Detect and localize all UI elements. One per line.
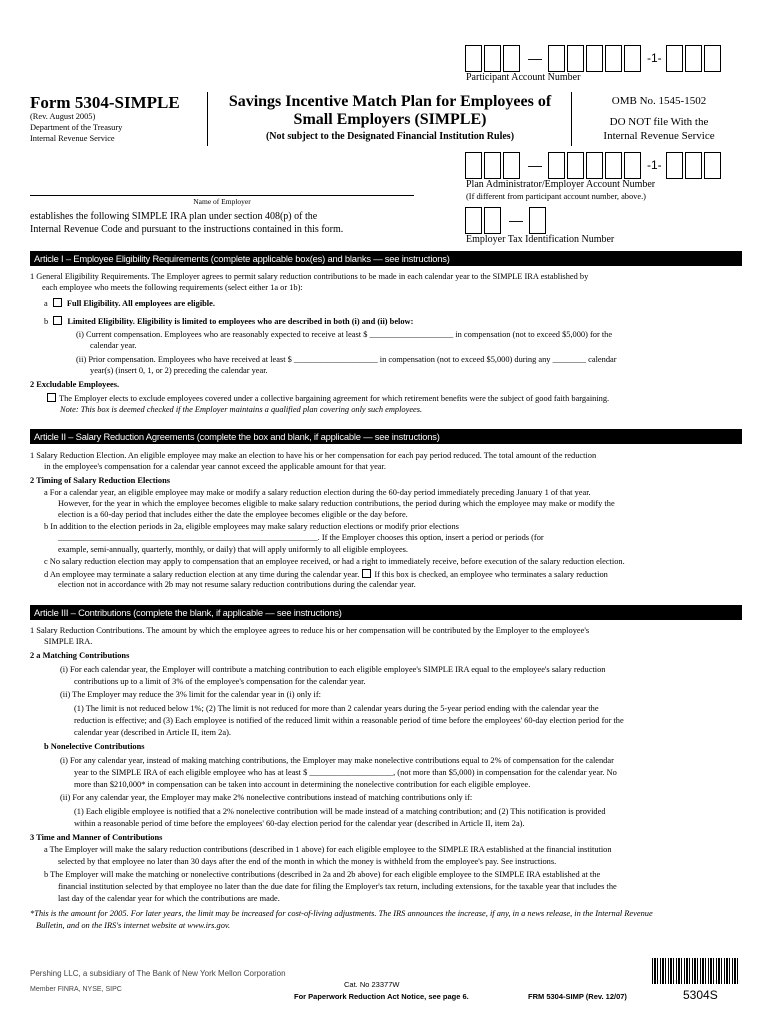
article-3-header: Article III – Contributions (complete the blank, if applicable — see instructions) xyxy=(30,605,742,620)
a3-line: more than $210,000* in compensation can be taken into account in determining the nonelective contribution for each eligible employee. xyxy=(74,780,531,789)
employer-name-label: Name of Employer xyxy=(193,197,251,206)
limited-eligibility-checkbox[interactable] xyxy=(53,316,62,325)
exclude-employees-checkbox[interactable] xyxy=(47,393,56,402)
a2-line: a For a calendar year, an eligible employee may make or modify a salary reduction election during the 60-day period immediately preceding January 1 of that year. xyxy=(44,488,591,497)
char-box[interactable] xyxy=(685,45,702,72)
a1-option-text: Full Eligibility. All employees are eligible. xyxy=(66,299,215,308)
a2-line-d xyxy=(44,569,756,581)
account-suffix: -1- xyxy=(647,158,662,172)
establishes-line-2: Internal Revenue Code and pursuant to the instructions contained in this form. xyxy=(30,224,344,235)
employer-tax-id-field[interactable] xyxy=(465,207,548,234)
a3-line: (1) Each eligible employee is notified that a 2% nonelective contribution will be made instead of a matching contribution; and (2) This notification is provided xyxy=(74,807,606,816)
a2-line: ______________________________________________________________. If the Employer chooses this option, insert a period or periods (for xyxy=(58,533,544,542)
char-box[interactable] xyxy=(567,45,584,72)
plan-admin-label: Plan Administrator/Employer Account Number xyxy=(466,179,656,190)
char-box[interactable] xyxy=(465,207,482,234)
tax-id-label: Employer Tax Identification Number xyxy=(466,234,615,245)
char-box[interactable] xyxy=(624,45,641,72)
a1-excludable-text: The Employer elects to exclude employees covered under a collective bargaining agreement for which retirement benefits were the subject of good faith bargaining. xyxy=(59,394,610,403)
char-box[interactable] xyxy=(605,152,622,179)
participant-account-number-field[interactable] xyxy=(465,45,723,72)
a1-line: year(s) (insert 0, 1, or 2) preceding the calendar year. xyxy=(90,366,268,375)
a2-line: However, for the year in which the employee becomes eligible to make salary reduction contributions, the period during which the employee may make or modify the xyxy=(58,499,615,508)
char-box[interactable] xyxy=(503,45,520,72)
char-box[interactable] xyxy=(567,152,584,179)
char-box[interactable] xyxy=(586,45,603,72)
a3-line: selected by that employee no later than 30 days after the end of the month in which the money is withheld from the employee's pay. See instructions. xyxy=(58,857,557,866)
a3-line: calendar year (described in Article II, item 2a). xyxy=(74,728,231,737)
employer-name-input[interactable] xyxy=(30,190,414,196)
participant-label: Participant Account Number xyxy=(466,72,581,83)
char-box[interactable] xyxy=(704,45,721,72)
account-suffix: -1- xyxy=(647,51,662,65)
a3-line: 3 Time and Manner of Contributions xyxy=(30,833,163,842)
a1-line: each employee who meets the following requirements (select either 1a or 1b): xyxy=(42,283,303,292)
do-not-file-line-1: DO NOT file With the xyxy=(609,116,709,128)
a1-line: (ii) Prior compensation. Employees who have received at least $ ____________________ in compensation (not to exceed $5,000) during any ________ calendar xyxy=(76,355,617,364)
catalog-number: Cat. No 23377W xyxy=(344,980,400,989)
a1-option-1a: a Full Eligibility. All employees are eligible. xyxy=(44,299,215,308)
char-box[interactable] xyxy=(666,152,683,179)
department: Department of the Treasury xyxy=(30,123,123,132)
member-line: Member FINRA, NYSE, SIPC xyxy=(30,986,122,993)
a2-line: election not in accordance with 2b may not resume salary reduction contributions during the calendar year. xyxy=(58,580,416,589)
a1-option-1b: b Limited Eligibility. Eligibility is limited to employees who are described in both (i) and (ii) below: xyxy=(44,317,414,326)
not-subject-note: (Not subject to the Designated Financial Institution Rules) xyxy=(265,131,515,142)
divider xyxy=(207,92,208,146)
a2-line: c No salary reduction election may apply to compensation that an employee received, or had a right to immediately receive, before execution of the salary reduction election. xyxy=(44,557,625,566)
char-box[interactable] xyxy=(503,152,520,179)
a3-line: year to the SIMPLE IRA of each eligible employee who has at least $ ____________________, (not more than $5,000) in compensation for the calendar year. No xyxy=(74,768,617,777)
char-box[interactable] xyxy=(484,45,501,72)
a2-line: election is a 60-day period that includes either the date the employee becomes eligible or the day before. xyxy=(58,510,408,519)
barcode-label: 5304S xyxy=(683,988,718,1002)
a1-line: 2 Excludable Employees. xyxy=(30,380,120,389)
char-box[interactable] xyxy=(484,152,501,179)
plan-admin-account-number-field[interactable] xyxy=(465,152,723,179)
char-box[interactable] xyxy=(704,152,721,179)
char-box[interactable] xyxy=(685,152,702,179)
a2-text: d An employee may terminate a salary reduction election at any time during the calendar year. xyxy=(44,570,360,579)
separator: — xyxy=(509,211,523,228)
article-2-header: Article II – Salary Reduction Agreements (complete the box and blank, if applicable — see instructions) xyxy=(30,429,742,444)
a1-line: calendar year. xyxy=(90,341,137,350)
char-box[interactable] xyxy=(605,45,622,72)
form-title: Form 5304-SIMPLE xyxy=(30,93,180,112)
separator: — xyxy=(528,156,542,173)
a2-text: If this box is checked, an employee who terminates a salary reduction xyxy=(374,570,608,579)
char-box[interactable] xyxy=(484,207,501,234)
a3-line: reduction is effective; and (3) Each employee is notified of the reduced limit within a reasonable period of time before the employees' 60-day election period for the xyxy=(74,716,624,725)
a3-line: (ii) The Employer may reduce the 3% limit for the calendar year in (i) only if: xyxy=(60,690,322,699)
terminate-election-checkbox[interactable] xyxy=(362,569,371,578)
form-revision: (Rev. August 2005) xyxy=(30,112,96,121)
a1-line: (i) Current compensation. Employees who are reasonably expected to receive at least $ ____________________ in compensation (not to exceed $5,000) for the xyxy=(76,330,613,339)
pershing-line: Pershing LLC, a subsidiary of The Bank of New York Mellon Corporation xyxy=(30,969,286,978)
char-box[interactable] xyxy=(465,45,482,72)
a3-line: contributions up to a limit of 3% of the employee's compensation for the calendar year. xyxy=(74,677,366,686)
a3-line: a The Employer will make the salary reduction contributions (described in 1 above) for each eligible employee to the SIMPLE IRA established at the financial institution xyxy=(44,845,612,854)
paperwork-notice: For Paperwork Reduction Act Notice, see page 6. xyxy=(294,992,469,1001)
full-eligibility-checkbox[interactable] xyxy=(53,298,62,307)
a3-line: within a reasonable period of time before the employees' 60-day election period for the calendar year (described in Article II, item 2a). xyxy=(74,819,525,828)
char-box[interactable] xyxy=(666,45,683,72)
footnote: *This is the amount for 2005. For later years, the limit may be increased for cost-of-living adjustments. The IRS announces the increase, if any, in a news release, in the Internal Revenue xyxy=(30,909,653,918)
a3-line: last day of the calendar year for which the contributions are made. xyxy=(58,894,280,903)
a3-line: (ii) For any calendar year, the Employer may make 2% nonelective contributions instead of matching contributions only if: xyxy=(60,793,473,802)
a2-line: example, semi-annually, quarterly, monthly, or daily) that will apply uniformly to all eligible employees. xyxy=(58,545,409,554)
char-box[interactable] xyxy=(465,152,482,179)
a1-line-excludable xyxy=(44,393,756,405)
main-title-line-2: Small Employers (SIMPLE) xyxy=(293,111,487,128)
divider xyxy=(571,92,572,146)
a3-line: 1 Salary Reduction Contributions. The amount by which the employee agrees to reduce his or her compensation will be contributed by the Employer to the employee's xyxy=(30,626,590,635)
a3-line: financial institution selected by that employee no later than the due date for filing the Employer's tax return, including extensions, for the taxable year that includes the xyxy=(58,882,617,891)
barcode-image xyxy=(652,958,738,984)
a1-note: Note: This box is deemed checked if the Employer maintains a qualified plan covering only such employees. xyxy=(60,405,423,414)
char-box[interactable] xyxy=(624,152,641,179)
article-1-header: Article I – Employee Eligibility Requirements (complete applicable box(es) and blanks — see instructions) xyxy=(30,251,742,266)
a2-line: in the employee's compensation for a calendar year cannot exceed the applicable amount for that year. xyxy=(44,462,386,471)
a3-line: b The Employer will make the matching or nonelective contributions (described in 2a and 2b above) for each eligible employee to the SIMPLE IRA established at the xyxy=(44,870,601,879)
main-title-line-1: Savings Incentive Match Plan for Employees of xyxy=(228,93,552,110)
char-box[interactable] xyxy=(548,152,565,179)
footnote: Bulletin, and on the IRS's internet website at www.irs.gov. xyxy=(36,921,231,930)
plan-admin-note: (If different from participant account number, above.) xyxy=(466,192,646,201)
a2-line: 1 Salary Reduction Election. An eligible employee may make an election to have his or her compensation for each pay period reduced. The total amount of the reduction xyxy=(30,451,597,460)
establishes-line-1: establishes the following SIMPLE IRA plan under section 408(p) of the xyxy=(30,211,318,222)
a2-line: 2 Timing of Salary Reduction Elections xyxy=(30,476,170,485)
do-not-file-line-2: Internal Revenue Service xyxy=(603,130,715,142)
omb-number: OMB No. 1545-1502 xyxy=(611,95,707,107)
a3-line: 2 a Matching Contributions xyxy=(30,651,130,660)
char-box[interactable] xyxy=(548,45,565,72)
a1-option-text: Limited Eligibility. Eligibility is limited to employees who are described in both (i) and (ii) below: xyxy=(67,317,414,326)
a1-line: 1 General Eligibility Requirements. The Employer agrees to permit salary reduction contributions to be made in each calendar year to the SIMPLE IRA established by xyxy=(30,272,589,281)
separator: — xyxy=(528,49,542,66)
a3-line: (1) The limit is not reduced below 1%; (2) The limit is not reduced for more than 2 calendar years during the 5-year period ending with the calendar year the xyxy=(74,704,599,713)
form-code: FRM 5304-SIMP (Rev. 12/07) xyxy=(528,992,627,1001)
agency: Internal Revenue Service xyxy=(30,134,115,143)
a3-line: SIMPLE IRA. xyxy=(44,637,93,646)
a3-line: (i) For each calendar year, the Employer will contribute a matching contribution to each eligible employee's SIMPLE IRA equal to the employee's salary reduction xyxy=(60,665,606,674)
a3-line: b Nonelective Contributions xyxy=(44,742,145,751)
char-box[interactable] xyxy=(586,152,603,179)
a2-line: b In addition to the election periods in 2a, eligible employees may make salary reduction elections or modify prior elections xyxy=(44,522,459,531)
a3-line: (i) For any calendar year, instead of making matching contributions, the Employer may make nonelective contributions equal to 2% of compensation for the calendar xyxy=(60,756,614,765)
char-box[interactable] xyxy=(529,207,546,234)
